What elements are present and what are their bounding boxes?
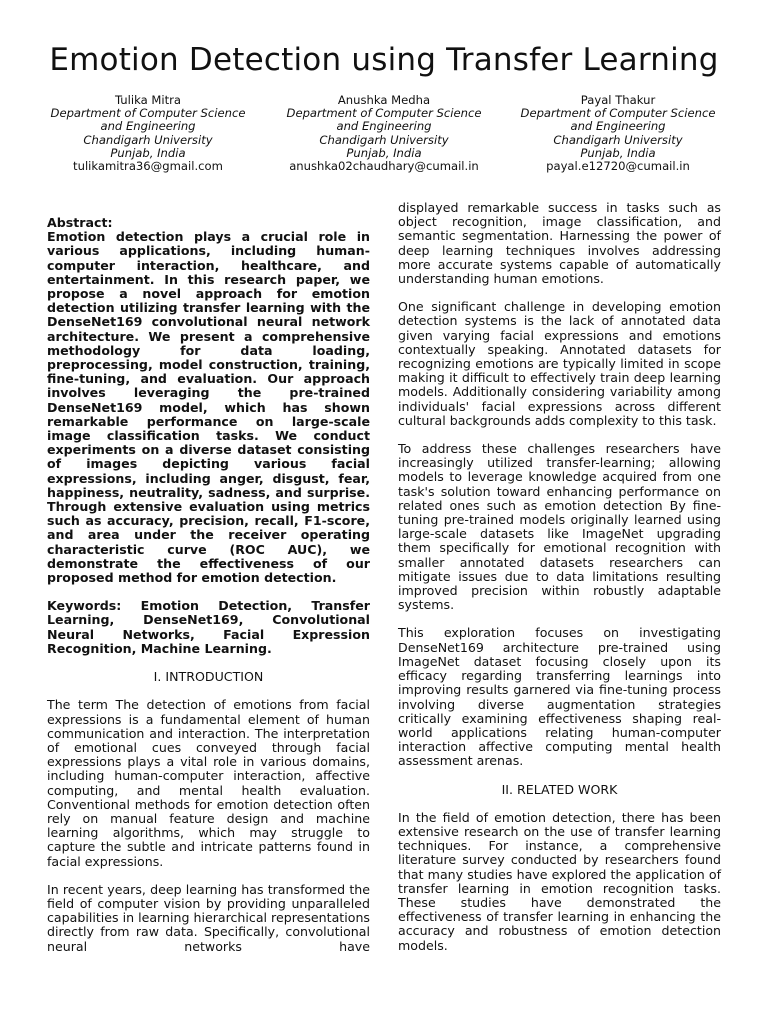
author-2 [264,94,504,173]
author-1 [28,94,268,173]
section-heading-related-work: II. RELATED WORK [501,781,618,797]
author-university: Chandigarh University [83,132,213,147]
author-dept-cont: and Engineering [100,119,196,134]
intro-paragraph-5: This exploration focuses on investigating DenseNet169 architecture pre-trained using ImageNet dataset focusing closely upon its efficacy regarding transferring learnings into improving results garnered via fine-tuning process involving diverse augmentation strategies critically examining effectiveness shaping real-world applications relating human-computer interaction affective computing mental health assessment arenas. [398,625,721,769]
author-university: Chandigarh University [319,132,449,147]
author-email: payal.e12720@cumail.in [546,159,690,174]
right-column [398,201,721,967]
related-work-paragraph-1: In the field of emotion detection, there has been extensive research on the use of transfer learning techniques. For instance, a comprehensive literature survey conducted by researchers found that many studies have explored the application of transfer learning in emotion recognition tasks. These studies have demonstrated the effectiveness of transfer learning in enhancing the accuracy and robustness of emotion detection models. [398,809,721,953]
author-dept-cont: and Engineering [336,119,432,134]
author-name: Anushka Medha [337,93,431,107]
intro-paragraph-3: One significant challenge in developing emotion detection systems is the lack of annotated data given varying facial expressions and emotions contextually speaking. Annotated datasets for recognizing emotions are typically limited in scope making it difficult to effectively train deep learning models. Additionally considering variability among individuals' facial expressions across different cultural backgrounds adds complexity to this task. [398,299,721,428]
author-location: Punjab, India [110,145,186,160]
intro-paragraph-2-continued: displayed remarkable success in tasks such as object recognition, image classification, and semantic segmentation. Harnessing the power of deep learning techniques involves addressing more accurate systems capable of automatically understanding human emotions. [398,200,721,287]
author-university: Chandigarh University [553,132,683,147]
author-name: Payal Thakur [580,93,656,107]
abstract-text: Emotion detection plays a crucial role in various applications, including human-computer interaction, healthcare, and entertainment. In this research paper, we propose a novel approach for emotion detection utilizing transfer learning with the DenseNet169 convolutional neural network architecture. We present a comprehensive methodology for data loading, preprocessing, model construction, training, fine-tuning, and evaluation. Our approach involves leveraging the pre-trained DenseNet169 model, which has shown remarkable performance on large-scale image classification tasks. We conduct experiments on a diverse dataset consisting of images depicting various facial expressions, including anger, disgust, fear, happiness, neutrality, sadness, and surprise. Through extensive evaluation using metrics such as accuracy, precision, recall, F1-score, and area under the receiver operating characteristic curve (ROC AUC), we demonstrate the effectiveness of our proposed method for emotion detection. [47,229,370,586]
abstract [47,216,370,585]
author-location: Punjab, India [346,145,422,160]
abstract-label: Abstract: [47,215,113,230]
section-heading-introduction: I. INTRODUCTION [153,669,264,685]
paper-title: Emotion Detection using Transfer Learning [49,42,719,78]
author-dept: Department of Computer Science [520,106,716,121]
intro-paragraph-2: In recent years, deep learning has transformed the field of computer vision by providing unparalleled capabilities in learning hierarchical representations directly from raw data. Specifically, convolutional neural networks have [47,881,370,954]
author-name: Tulika Mitra [114,93,182,107]
author-email: tulikamitra36@gmail.com [73,159,223,174]
author-dept: Department of Computer Science [286,106,482,121]
keywords: Keywords: Emotion Detection, Transfer Learning, DenseNet169, Convolutional Neural Networks, Facial Expression Recognition, Machine Learning. [47,598,370,656]
author-location: Punjab, India [580,145,656,160]
intro-paragraph-1: The term The detection of emotions from facial expressions is a fundamental element of human communication and interaction. The interpretation of emotional cues conveyed through facial expressions plays a vital role in various domains, including human-computer interaction, affective computing, and mental health evaluation. Conventional methods for emotion detection often rely on manual feature design and machine learning algorithms, which may struggle to capture the subtle and intricate patterns found in facial expressions. [47,697,370,869]
left-column [47,216,370,954]
author-dept: Department of Computer Science [50,106,246,121]
intro-paragraph-4: To address these challenges researchers have increasingly utilized transfer-learning; allowing models to leverage knowledge acquired from one task's solution toward enhancing performance on related ones such as emotion detection By fine-tuning pre-trained models originally learned using large-scale datasets like ImageNet upgrading them specifically for emotional recognition with smaller annotated datasets researchers can mitigate issues due to data limitations resulting improved precision within robustly adaptable systems. [398,441,721,613]
author-dept-cont: and Engineering [570,119,666,134]
author-email: anushka02chaudhary@cumail.in [289,159,479,174]
author-3 [498,94,738,173]
